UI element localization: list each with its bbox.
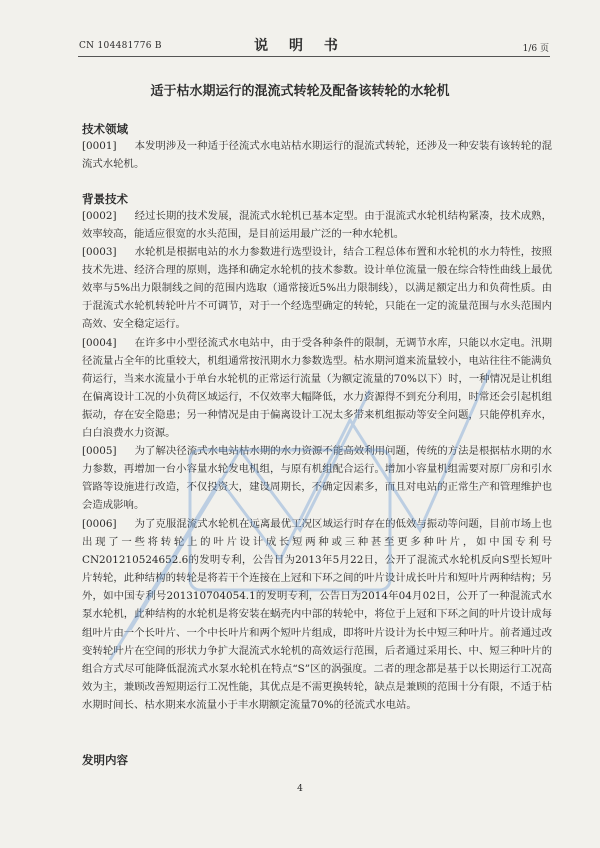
- paragraph-text: 为了解决径流式水电站枯水期的水力资源不能高效利用问题，传统的方法是根据枯水期的水力参数，再增加一台小容量水轮发电机组，与原有机组配合运行。增加小容量机组需要对原厂房和引水管路等设施进行改造，不仅投资大，建设周期长，不确定因素多，而且对电站的正常生产和管理维护也会造成影响。: [82, 445, 552, 512]
- paragraph-number: [0005]: [82, 445, 117, 457]
- page-indicator: 1/6 页: [522, 44, 549, 54]
- document-title: 适于枯水期运行的混流式转轮及配备该转轮的水轮机: [150, 84, 450, 99]
- header-divider: [78, 56, 550, 57]
- paragraph-0002: [82, 207, 552, 243]
- document-type: 说 明 书: [254, 38, 346, 54]
- paragraph-0006: [82, 515, 552, 714]
- paragraph-number: [0004]: [82, 337, 117, 349]
- paragraph-number: [0003]: [82, 246, 117, 258]
- page-number: 4: [297, 784, 303, 794]
- paragraph-0003: [82, 243, 552, 333]
- paragraph-number: [0006]: [82, 518, 117, 530]
- paragraph-0004: [82, 334, 552, 443]
- paragraph-text: 水轮机是根据电站的水力参数进行选型设计，结合工程总体布置和水轮机的水力特性，按照技术先进、经济合理的原则，选择和确定水轮机的技术参数。设计单位流量一般在综合特性曲线上最优效率与5%出力限制线之间的范围内选取（通常接近5%出力限制线），以满足额定出力和负荷性质。由于混流式水轮机转轮叶片不可调节，对于一个经选型确定的转轮，只能在一定的流量范围与水头范围内高效、安全稳定运行。: [82, 246, 552, 331]
- paragraph-number: [0001]: [82, 140, 117, 152]
- paragraph-text: 在许多中小型径流式水电站中，由于受各种条件的限制，无调节水库，只能以水定电。汛期径流量占全年的比重较大，机组通常按汛期水力参数选型。枯水期河道来流量较小，电站往往不能满负荷运行，当来水流量小于单台水轮机的正常运行流量（为额定流量的70%以下）时，一种情况是让机组在偏离设计工况的小负荷区域运行，不仅效率大幅降低，水力资源得不到充分利用，时常还会引起机组振动，存在安全隐患；另一种情况是由于偏离设计工况太多带来机组振动等安全问题，只能停机弃水，白白浪费水力资源。: [82, 337, 552, 440]
- paragraph-0001: [82, 137, 552, 173]
- paragraph-text: 为了克服混流式水轮机在远离最优工况区域运行时存在的低效与振动等问题，目前市场上也出现了一些将转轮上的叶片设计成长短两种或三种甚至更多种叶片，如中国专利号CN201210524652.6的发明专利，公告日为2013年5月22日，公开了混流式水轮机反向S型长短叶片转轮，此种结构的转轮是将若干个连接在上冠和下环之间的叶片设计成长叶片和短叶片两种结构；另外，如中国专利号201310704054.1的发明专利，公告日为2014年04月02日，公开了一种混流式水泵水轮机，此种结构的水轮机是将安装在蜗壳内中部的转轮中，将位于上冠和下环之间的叶片设计成每组叶片由一个长叶片、一个中长叶片和两个短叶片组成，即将叶片设计为长中短三种叶片。前者通过改变转轮叶片在空间的形状力争扩大混流式水轮机的高效运行范围，后者通过采用长、中、短三种叶片的组合方式尽可能降低混流式水泵水轮机在特点“S”区的涡强度。二者的理念都是基于以长期运行工况高效为主，兼顾改善短期运行工况性能，其优点是不需更换转轮，缺点是兼顾的范围十分有限，不适于枯水期时间长、枯水期来水流量小于丰水期额定流量70%的径流式水电站。: [82, 518, 552, 711]
- section-heading-tech-field: 技术领域: [82, 122, 128, 136]
- paragraph-text: 本发明涉及一种适于径流式水电站枯水期运行的混流式转轮，还涉及一种安装有该转轮的混流式水轮机。: [82, 140, 552, 171]
- paragraph-number: [0002]: [82, 210, 117, 222]
- paragraph-0005: [82, 442, 552, 514]
- section-heading-content: 发明内容: [82, 753, 128, 767]
- paragraph-text: 经过长期的技术发展，混流式水轮机已基本定型。由于混流式水轮机结构紧凑，技术成熟，效率较高，能适应很宽的水头范围，是目前运用最广泛的一种水轮机。: [82, 210, 552, 241]
- section-heading-background: 背景技术: [82, 192, 128, 206]
- patent-number: CN 104481776 B: [79, 41, 162, 51]
